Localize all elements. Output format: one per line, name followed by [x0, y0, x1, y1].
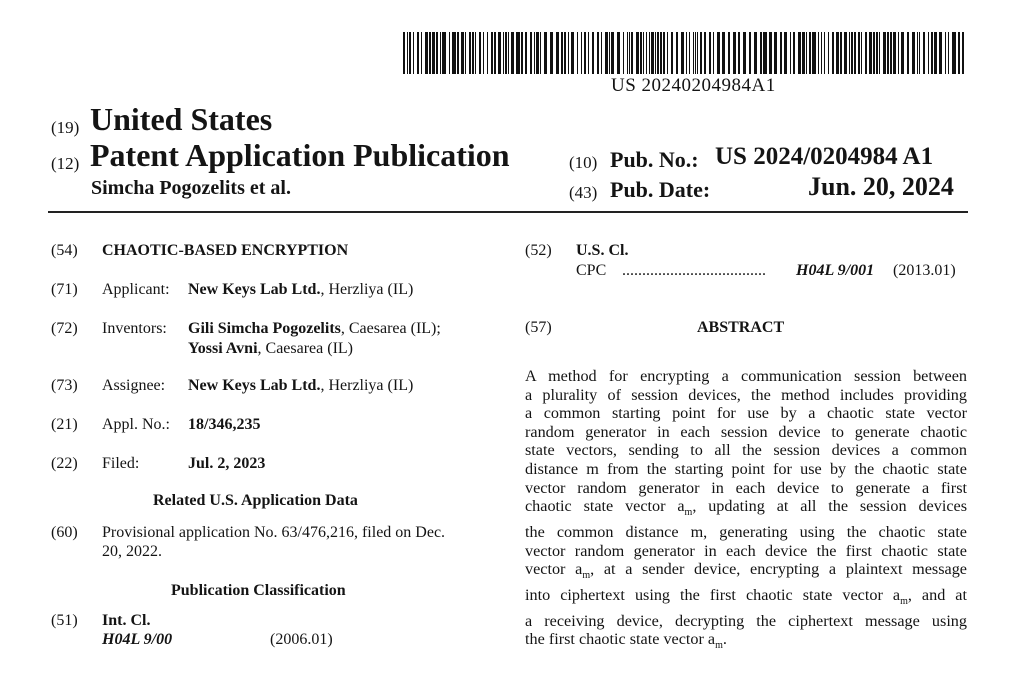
abstract-line: a common starting point for use by a chaotic state vector: [525, 404, 967, 423]
inventor-1-location: , Caesarea (IL);: [340, 320, 441, 337]
inventor-1: [188, 320, 441, 338]
abstract-line: [525, 560, 967, 586]
int-cl-year: (2006.01): [270, 631, 333, 648]
cpc-leader-dots: ....................................: [622, 262, 766, 279]
inventor-2-location: , Caesarea (IL): [257, 340, 354, 357]
subscript-m: m: [582, 570, 591, 582]
inventors-label: Inventors:: [102, 320, 167, 337]
abstract-line: random generator in each session device to generate chaotic: [525, 422, 967, 441]
appl-no-label: Appl. No.:: [102, 416, 170, 433]
abstract-line: distance m from the starting point for use by the chaotic state: [525, 459, 967, 478]
pub-no: US 2024/0204984 A1: [715, 143, 934, 170]
abstract-line: [525, 630, 967, 656]
invention-title: CHAOTIC-BASED ENCRYPTION: [102, 242, 349, 259]
abstract-text: vector a: [525, 560, 583, 579]
abstract-text: chaotic state vector a: [525, 497, 685, 516]
int-cl-class: H04L 9/00: [102, 631, 173, 648]
inid-code-57: (57): [525, 319, 552, 336]
inid-code-22: (22): [51, 455, 78, 472]
inid-code-51: (51): [51, 612, 78, 629]
abstract-line: [525, 586, 967, 612]
assignee-label: Assignee:: [102, 377, 166, 394]
applicant-name: New Keys Lab Ltd.: [188, 281, 321, 298]
inid-code-10: (10): [569, 153, 598, 172]
barcode: [403, 32, 965, 74]
abstract-text: .: [722, 630, 727, 649]
abstract-line: a plurality of session devices, the method includes providing: [525, 385, 967, 404]
assignee-name: New Keys Lab Ltd.: [188, 377, 321, 394]
abstract-line: [525, 497, 967, 523]
pub-no-label: Pub. No.:: [610, 147, 699, 172]
document-type-title: Patent Application Publication: [90, 137, 510, 173]
abstract-text: , and at: [907, 586, 967, 604]
inid-code-21: (21): [51, 416, 78, 433]
assignee-value: [188, 377, 413, 395]
inid-code-73: (73): [51, 377, 78, 394]
subscript-m: m: [900, 596, 908, 608]
cpc-year: (2013.01): [893, 262, 956, 279]
inid-code-52: (52): [525, 242, 552, 259]
inid-code-54: (54): [51, 242, 78, 259]
inventor-2: [188, 340, 353, 358]
abstract-line: vector random generator in each device to generate a first: [525, 478, 967, 497]
provisional-line-2: 20, 2022.: [102, 543, 162, 560]
filed-label: Filed:: [102, 455, 140, 472]
appl-no-value: 18/346,235: [188, 416, 261, 433]
abstract-line: A method for encrypting a communication session between: [525, 367, 967, 385]
header-divider: [48, 211, 968, 213]
abstract-text: , at a sender device, encrypting a plaintext message: [590, 560, 967, 579]
abstract-line: a receiving device, decrypting the ciphertext message using: [525, 611, 967, 630]
assignee-location: , Herzliya (IL): [320, 377, 414, 394]
pub-date-label: Pub. Date:: [610, 177, 711, 202]
int-cl-label: Int. Cl.: [102, 612, 151, 629]
inid-code-72: (72): [51, 320, 78, 337]
subscript-m: m: [684, 507, 693, 519]
barcode-number: US 20240204984A1: [611, 75, 776, 96]
inid-code-60: (60): [51, 524, 78, 541]
subscript-m: m: [715, 640, 723, 652]
publication-classification-heading: Publication Classification: [171, 582, 346, 599]
applicant-label: Applicant:: [102, 281, 170, 298]
inventor-1-name: Gili Simcha Pogozelits: [188, 320, 341, 337]
inid-code-12: (12): [51, 154, 80, 173]
inventor-2-name: Yossi Avni: [188, 340, 258, 357]
cpc-label: CPC: [576, 262, 607, 279]
cpc-class: H04L 9/001: [796, 262, 875, 279]
abstract-body: [525, 367, 967, 656]
applicant-value: [188, 281, 413, 299]
related-data-heading: Related U.S. Application Data: [153, 492, 358, 509]
filed-value: Jul. 2, 2023: [188, 455, 266, 472]
abstract-line: state vectors, sending to all the session devices a common: [525, 441, 967, 460]
inid-code-19: (19): [51, 118, 80, 137]
us-cl-label: U.S. Cl.: [576, 242, 629, 259]
country-title: United States: [90, 101, 273, 137]
abstract-line: the common distance m, generating using the chaotic state: [525, 522, 967, 541]
pub-date: Jun. 20, 2024: [808, 172, 954, 201]
abstract-heading: ABSTRACT: [697, 319, 785, 336]
abstract-text: the first chaotic state vector a: [525, 630, 716, 649]
abstract-text: into ciphertext using the first chaotic state vector a: [525, 586, 901, 604]
authors: Simcha Pogozelits et al.: [91, 177, 291, 199]
inid-code-71: (71): [51, 281, 78, 298]
provisional-line-1: Provisional application No. 63/476,216, filed on Dec.: [102, 524, 446, 541]
abstract-line: vector random generator in each device the first chaotic state: [525, 541, 967, 560]
abstract-text: , updating at all the session devices: [692, 497, 967, 516]
inid-code-43: (43): [569, 183, 598, 202]
applicant-location: , Herzliya (IL): [320, 281, 414, 298]
